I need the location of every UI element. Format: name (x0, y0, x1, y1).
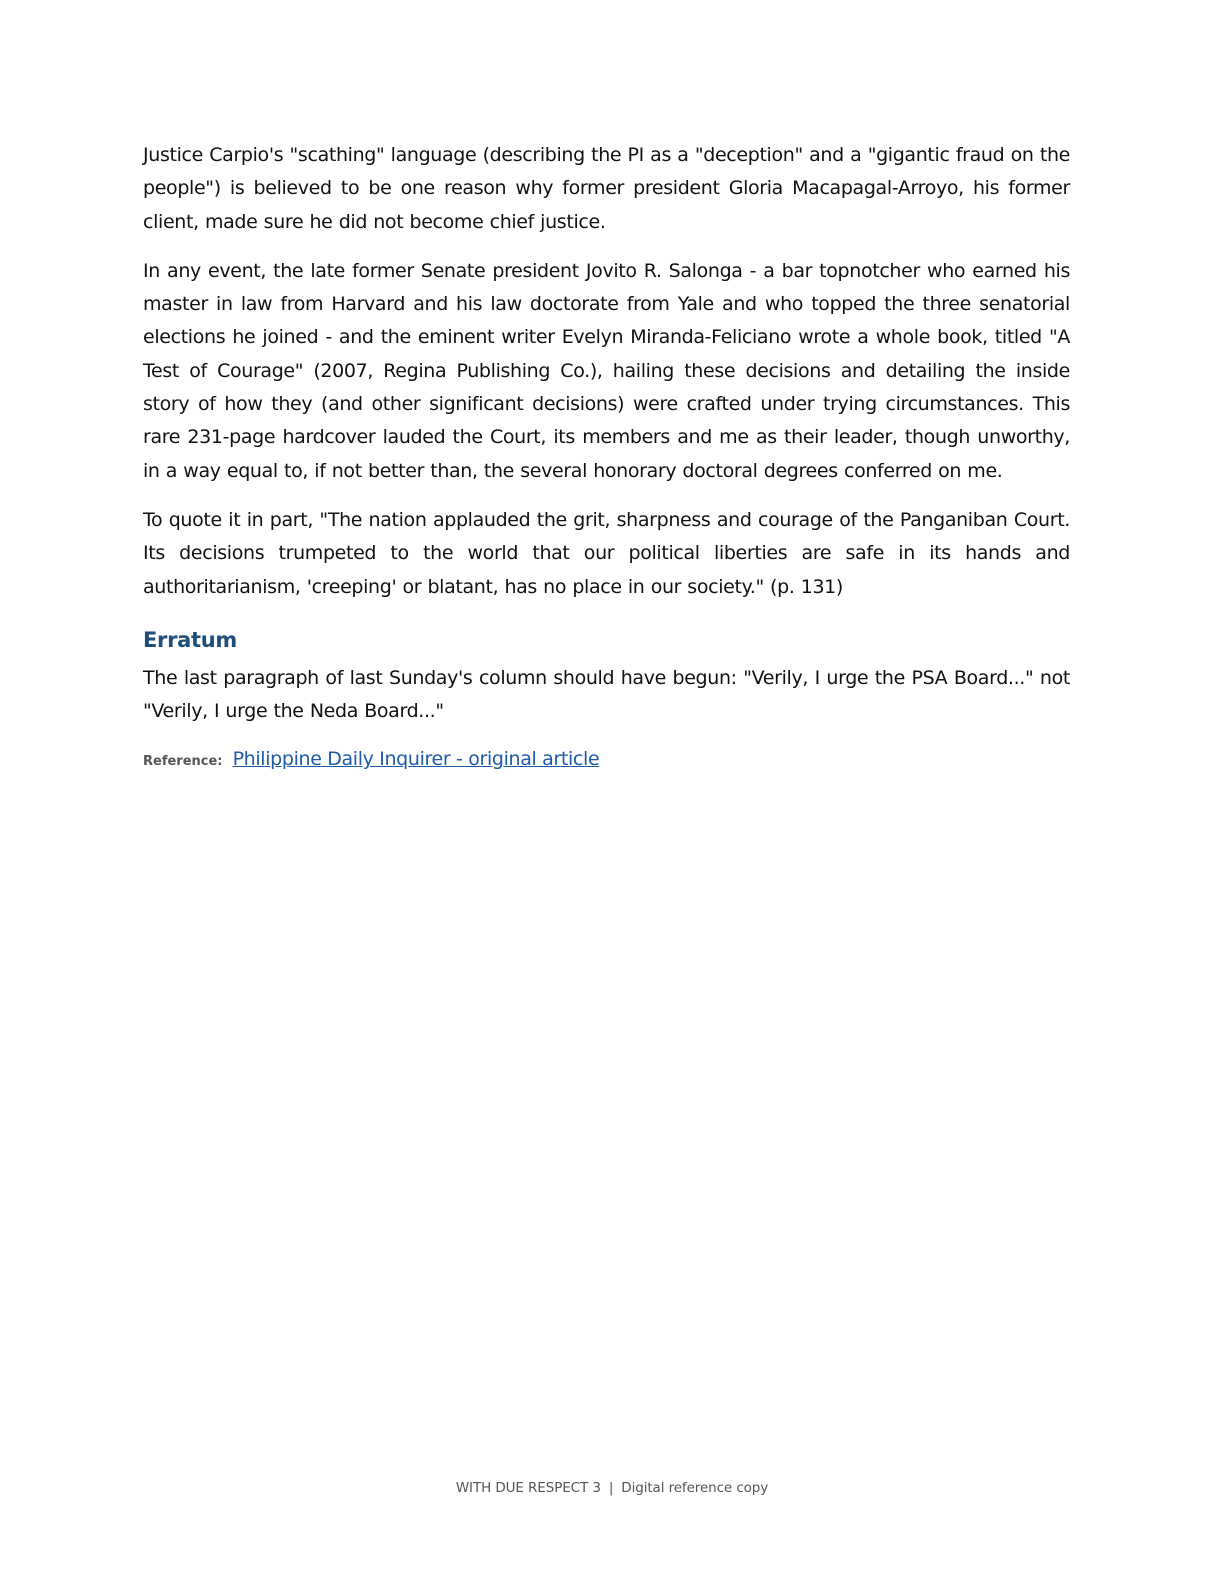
document-body (143, 139, 1070, 775)
reference-label: Reference: (143, 754, 223, 770)
page-footer (0, 1480, 1224, 1496)
erratum-heading: Erratum (143, 627, 237, 652)
footer-separator: | (608, 1480, 614, 1496)
erratum-text: The last paragraph of last Sunday's column should have begun: "Verily, I urge the PSA Board..." not "Verily, I urge the Neda Board..." (143, 666, 1070, 723)
footer-title: WITH DUE RESPECT 3 (455, 1480, 601, 1496)
paragraph-carpio: Justice Carpio's "scathing" language (describing the PI as a "deception" and a "gigantic fraud on the people") is believed to be one reason why former president Gloria Macapagal-Arroyo, his former client, made sure he did not become chief justice. (143, 144, 1070, 233)
paragraph-salonga-book: In any event, the late former Senate president Jovito R. Salonga - a bar topnotcher who earned his master in law from Harvard and his law doctorate from Yale and who topped the three senatorial elections he joined - and the eminent writer Evelyn Miranda-Feliciano wrote a whole book, titled "A Test of Courage" (2007, Regina Publishing Co.), hailing these decisions and detailing the inside story of how they (and other significant decisions) were crafted under trying circumstances. This rare 231-page hardcover lauded the Court, its members and me as their leader, though unworthy, in a way equal to, if not better than, the several honorary doctoral degrees conferred on me. (143, 259, 1070, 482)
reference-line (143, 746, 1070, 775)
paragraph-quote: To quote it in part, "The nation applauded the grit, sharpness and courage of the Panganiban Court. Its decisions trumpeted to the world that our political liberties are safe in its hands and authoritarianism, 'creeping' or blatant, has no place in our society." (p. 131) (143, 508, 1070, 598)
reference-link[interactable]: Philippine Daily Inquirer - original article (232, 748, 600, 771)
footer-note: Digital reference copy (621, 1480, 769, 1496)
